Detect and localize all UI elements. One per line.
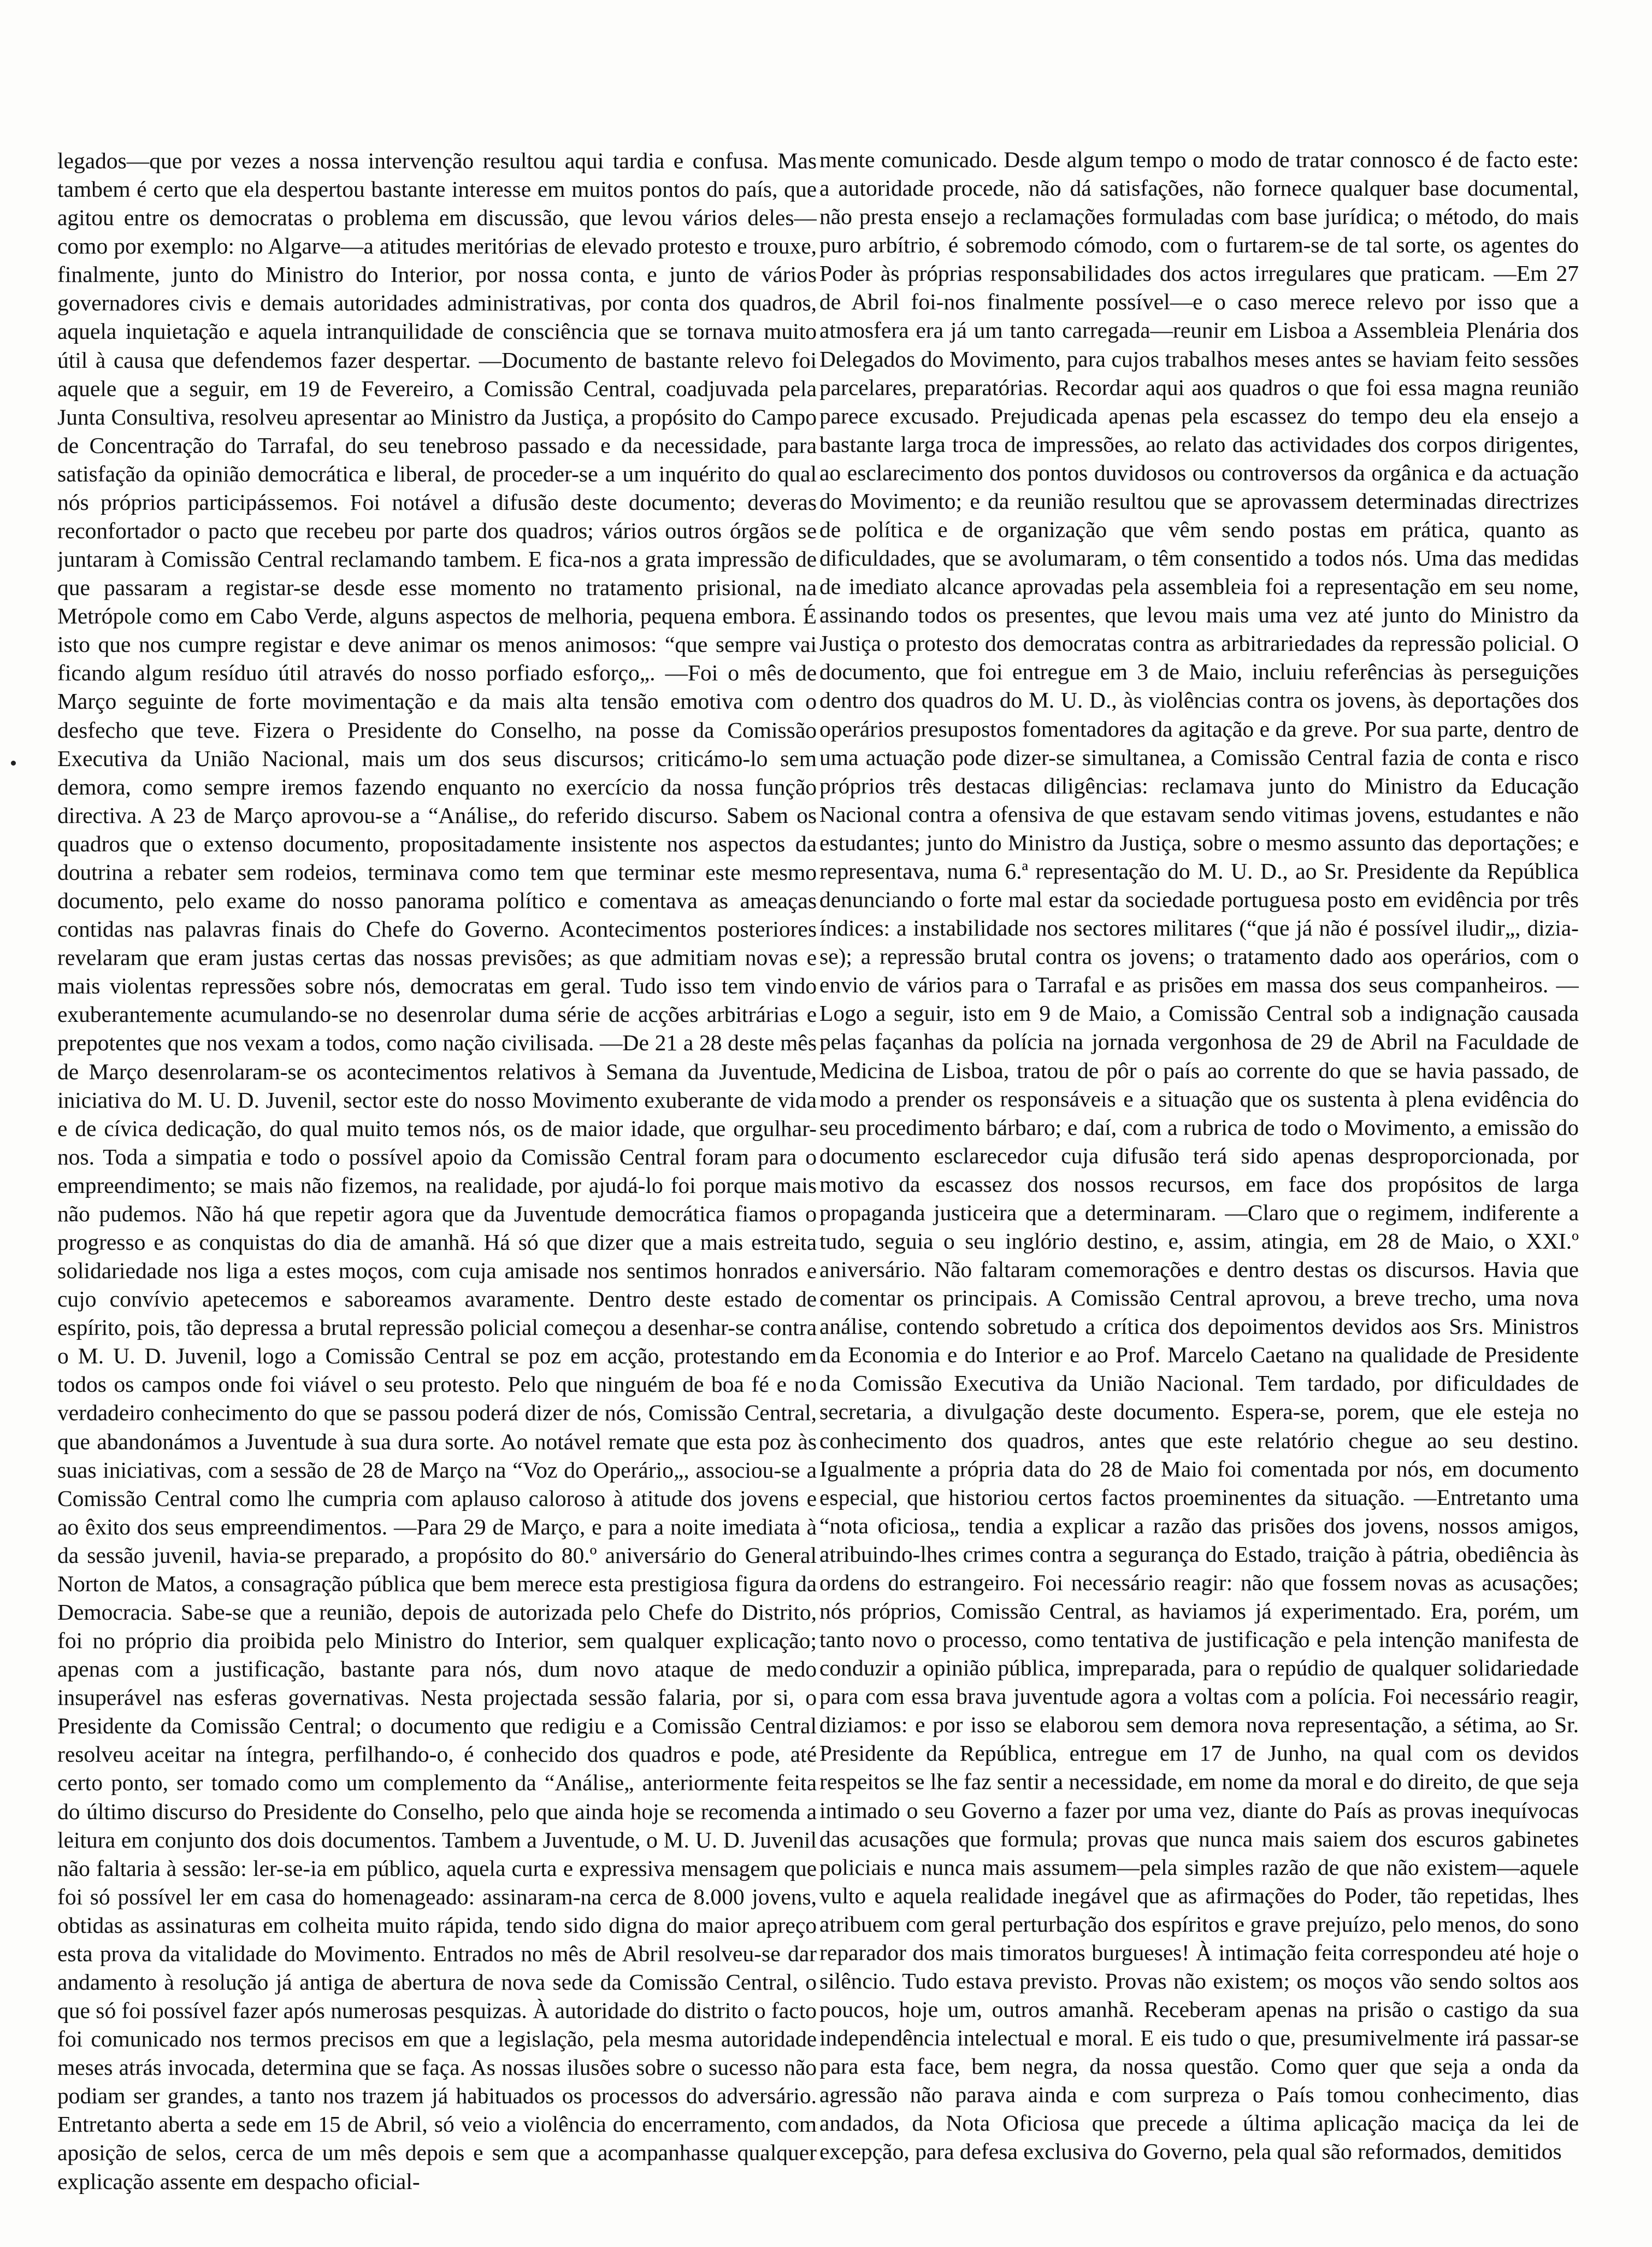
right-column — [819, 145, 1579, 2216]
left-column — [57, 146, 817, 2217]
right-column-text: mente comunicado. Desde algum tempo o modo de tratar connosco é de facto este: a autoridade procede, não dá satisfações, não fornece qualquer base documental, não presta ensejo a reclamações formuladas com base jurídica; o método, do mais puro arbítrio, é sobremodo cómodo, com o furtarem-se de tal sorte, os agentes do Poder às próprias responsabilidades dos actos irregulares que praticam. —Em 27 de Abril foi-nos finalmente possível—e o caso merece relevo por isso que a atmosfera era já um tanto carregada—reunir em Lisboa a Assembleia Plenária dos Delegados do Movimento, para cujos trabalhos meses antes se haviam feito sessões parcelares, preparatórias. Recordar aqui aos quadros o que foi essa magna reunião parece excusado. Prejudicada apenas pela escassez do tempo deu ela ensejo a bastante larga troca de impressões, ao relato das actividades dos corpos dirigentes, ao esclarecimento dos pontos duvidosos ou controversos da orgânica e da actuação do Movimento; e da reunião resultou que se aprovassem determinadas directrizes de política e de organização que vêm sendo postas em prática, quanto as dificuldades, que se avolumaram, o têm consentido a todos nós. Uma das medidas de imediato alcance aprovadas pela assembleia foi a representação em seu nome, assinando todos os presentes, que levou mais uma vez até junto do Ministro da Justiça o protesto dos democratas contra as arbitrariedades da repressão policial. O documento, que foi entregue em 3 de Maio, incluiu referências às perseguições dentro dos quadros do M. U. D., às violências contra os jovens, às deportações dos operários presupostos fomentadores da agitação e da greve. Por sua parte, dentro de uma actuação pode dizer-se simultanea, a Comissão Central fazia de conta e risco próprios três destacas diligências: reclamava junto do Ministro da Educação Nacional contra a ofensiva de que estavam sendo vitimas jovens, estudantes e não estudantes; junto do Ministro da Justiça, sobre o mesmo assunto das deportações; e representava, numa 6.ª representação do M. U. D., ao Sr. Presidente da República denunciando o forte mal estar da sociedade portuguesa posto em evidência por três índices: a instabilidade nos sectores militares (“que já não é possível iludir„, dizia-se); a repressão brutal contra os jovens; o tratamento dado aos operários, com o envio de vários para o Tarrafal e as prisões em massa dos seus companheiros. —Logo a seguir, isto em 9 de Maio, a Comissão Central sob a indignação causada pelas façanhas da polícia na jornada vergonhosa de 29 de Abril na Faculdade de Medicina de Lisboa, tratou de pôr o país ao corrente do que se havia passado, de modo a prender os responsáveis e a situação que os sustenta à plena evidência do seu procedimento bárbaro; e daí, com a rubrica de todo o Movimento, a emissão do documento esclarecedor cuja difusão terá sido apenas desproporcionada, por motivo da escassez dos nossos recursos, em face dos propósitos de larga propaganda justiceira que a determinaram. —Claro que o regimem, indiferente a tudo, seguia o seu inglório destino, e, assim, atingia, em 28 de Maio, o XXI.º aniversário. Não faltaram comemorações e dentro destas os discursos. Havia que comentar os principais. A Comissão Central aprovou, a breve trecho, uma nova análise, contendo sobretudo a crítica dos depoimentos devidos aos Srs. Ministros da Economia e do Interior e ao Prof. Marcelo Caetano na qualidade de Presidente da Comissão Executiva da União Nacional. Tem tardado, por dificuldades de secretaria, a divulgação deste documento. Espera-se, porem, que ele esteja no conhecimento dos quadros, antes que este relatório chegue ao seu destino. Igualmente a própria data do 28 de Maio foi comentada por nós, em documento especial, que historiou certos factos proeminentes da situação. —Entretanto uma “nota oficiosa„ tendia a explicar a razão das prisões dos jovens, nossos amigos, atribuindo-lhes crimes contra a segurança do Estado, traição à pátria, obediência às ordens do estrangeiro. Foi necessário reagir: não que fossem novas as acusações; nós próprios, Comissão Central, as haviamos já experimentado. Era, porém, um tanto novo o processo, como tentativa de justificação e pela intenção manifesta de conduzir a opinião pública, impreparada, para o repúdio de qualquer solidariedade para com essa brava juventude agora a voltas com a polícia. Foi necessário reagir, diziamos: e por isso se elaborou sem demora nova representação, a sétima, ao Sr. Presidente da República, entregue em 17 de Junho, na qual com os devidos respeitos se lhe faz sentir a necessidade, em nome da moral e do direito, de que seja intimado o seu Governo a fazer por uma vez, diante do País as provas inequívocas das acusações que formula; provas que nunca mais saiem dos escuros gabinetes policiais e nunca mais assumem—pela simples razão de que não existem—aquele vulto e aquela realidade inegável que as afirmações do Poder, tão repetidas, lhes atribuem com geral perturbação dos espíritos e grave prejuízo, pelo menos, do sono reparador dos mais timoratos burgueses! À intimação feita correspondeu até hoje o silêncio. Tudo estava previsto. Provas não existem; os moços vão sendo soltos aos poucos, hoje um, outros amanhã. Receberam apenas na prisão o castigo da sua independência intelectual e moral. E eis tudo o que, presumivelmente irá passar-se para esta face, bem negra, da nossa questão. Como quer que seja a onda da agressão não parava ainda e com surpreza o País tomou conhecimento, dias andados, da Nota Oficiosa que precede a última aplicação maciça da lei de excepção, para defesa exclusiva do Governo, pela qual são reformados, demitidos — [819, 147, 1579, 2164]
left-column-text: legados—que por vezes a nossa intervenção resultou aqui tardia e confusa. Mas tambem é certo que ela despertou bastante interesse em muitos pontos do país, que agitou entre os democratas o problema em discussão, que levou vários deles—como por exemplo: no Algarve—a atitudes meritórias de elevado protesto e trouxe, finalmente, junto do Ministro do Interior, por nossa conta, e junto de vários governadores civis e demais autoridades administrativas, por conta dos quadros, aquela inquietação e aquela intranquilidade de consciência que se tornava muito útil à causa que defendemos fazer despertar. —Documento de bastante relevo foi aquele que a seguir, em 19 de Fevereiro, a Comissão Central, coadjuvada pela Junta Consultiva, resolveu apresentar ao Ministro da Justiça, a propósito do Campo de Concentração do Tarrafal, do seu tenebroso passado e da necessidade, para satisfação da opinião democrática e liberal, de proceder-se a um inquérito do qual nós próprios participássemos. Foi notável a difusão deste documento; deveras reconfortador o pacto que recebeu por parte dos quadros; vários outros órgãos se juntaram à Comissão Central reclamando tambem. E fica-nos a grata impressão de que passaram a registar-se desde esse momento no tratamento prisional, na Metrópole como em Cabo Verde, alguns aspectos de melhoria, pequena embora. É isto que nos cumpre registar e deve animar os menos animosos: “que sempre vai ficando algum resíduo útil através do nosso porfiado esforço„. —Foi o mês de Março seguinte de forte movimentação e da mais alta tensão emotiva com o desfecho que teve. Fizera o Presidente do Conselho, na posse da Comissão Executiva da União Nacional, mais um dos seus discursos; criticámo-lo sem demora, como sempre iremos fazendo enquanto no exercício da nossa função directiva. A 23 de Março aprovou-se a “Análise„ do referido discurso. Sabem os quadros que o extenso documento, propositadamente insistente nos aspectos da doutrina a rebater sem rodeios, terminava como tem que terminar este mesmo documento, pelo exame do nosso panorama político e comentava as ameaças contidas nas palavras finais do Chefe do Governo. Acontecimentos posteriores revelaram que eram justas certas das nossas previsões; as que admitiam novas e mais violentas repressões sobre nós, democratas em geral. Tudo isso tem vindo exuberantemente acumulando-se no desenrolar duma série de acções arbitrárias e prepotentes que nos vexam a todos, como nação civilisada. —De 21 a 28 deste mês de Março desenrolaram-se os acontecimentos relativos à Semana da Juventude, iniciativa do M. U. D. Juvenil, sector este do nosso Movimento exuberante de vida e de cívica dedicação, do qual muito temos nós, os de maior idade, que orgulhar-nos. Toda a simpatia e todo o possível apoio da Comissão Central foram para o empreendimento; se mais não fizemos, na realidade, por ajudá-lo foi porque mais não pudemos. Não há que repetir agora que da Juventude democrática fiamos o progresso e as conquistas do dia de amanhã. Há só que dizer que a mais estreita solidariedade nos liga a estes moços, com cuja amisade nos sentimos honrados e cujo convívio apetecemos e saboreamos avaramente. Dentro deste estado de espírito, pois, tão depressa a brutal repressão policial começou a desenhar-se contra o M. U. D. Juvenil, logo a Comissão Central se poz em acção, protestando em todos os campos onde foi viável o seu protesto. Pelo que ninguém de boa fé e no verdadeiro conhecimento do que se passou poderá dizer de nós, Comissão Central, que abandonámos a Juventude à sua dura sorte. Ao notável remate que esta poz às suas iniciativas, com a sessão de 28 de Março na “Voz do Operário„, associou-se a Comissão Central como lhe cumpria com aplauso caloroso à atitude dos jovens e ao êxito dos seus empreendimentos. —Para 29 de Março, e para a noite imediata à da sessão juvenil, havia-se preparado, a propósito do 80.º aniversário do General Norton de Matos, a consagração pública que bem merece esta prestigiosa figura da Democracia. Sabe-se que a reunião, depois de autorizada pelo Chefe do Distrito, foi no próprio dia proibida pelo Ministro do Interior, sem qualquer explicação; apenas com a justificação, bastante para nós, dum novo ataque de medo insuperável nas esferas governativas. Nesta projectada sessão falaria, por si, o Presidente da Comissão Central; o documento que redigiu e a Comissão Central resolveu aceitar na íntegra, perfilhando-o, é conhecido dos quadros e pode, até certo ponto, ser tomado como um complemento da “Análise„ anteriormente feita do último discurso do Presidente do Conselho, pelo que ainda hoje se recomenda a leitura em conjunto dos dois documentos. Tambem a Juventude, o M. U. D. Juvenil não faltaria à sessão: ler-se-ia em público, aquela curta e expressiva mensagem que foi só possível ler em casa do homenageado: assinaram-na cerca de 8.000 jovens, obtidas as assinaturas em colheita muito rápida, tendo sido digna do maior apreço esta prova da vitalidade do Movimento. Entrados no mês de Abril resolveu-se dar andamento à resolução já antiga de abertura de nova sede da Comissão Central, o que só foi possível fazer após numerosas pesquizas. À autoridade do distrito o facto foi comunicado nos termos precisos em que a legislação, pela mesma autoridade meses atrás invocada, determina que se faça. As nossas ilusões sobre o sucesso não podiam ser grandes, a tanto nos trazem já habituados os processos do adversário. Entretanto aberta a sede em 15 de Abril, só veio a violência do encerramento, com aposição de selos, cerca de um mês depois e sem que a acompanhasse qualquer explicação assente em despacho oficial- — [57, 148, 817, 2194]
margin-dot — [11, 761, 16, 766]
